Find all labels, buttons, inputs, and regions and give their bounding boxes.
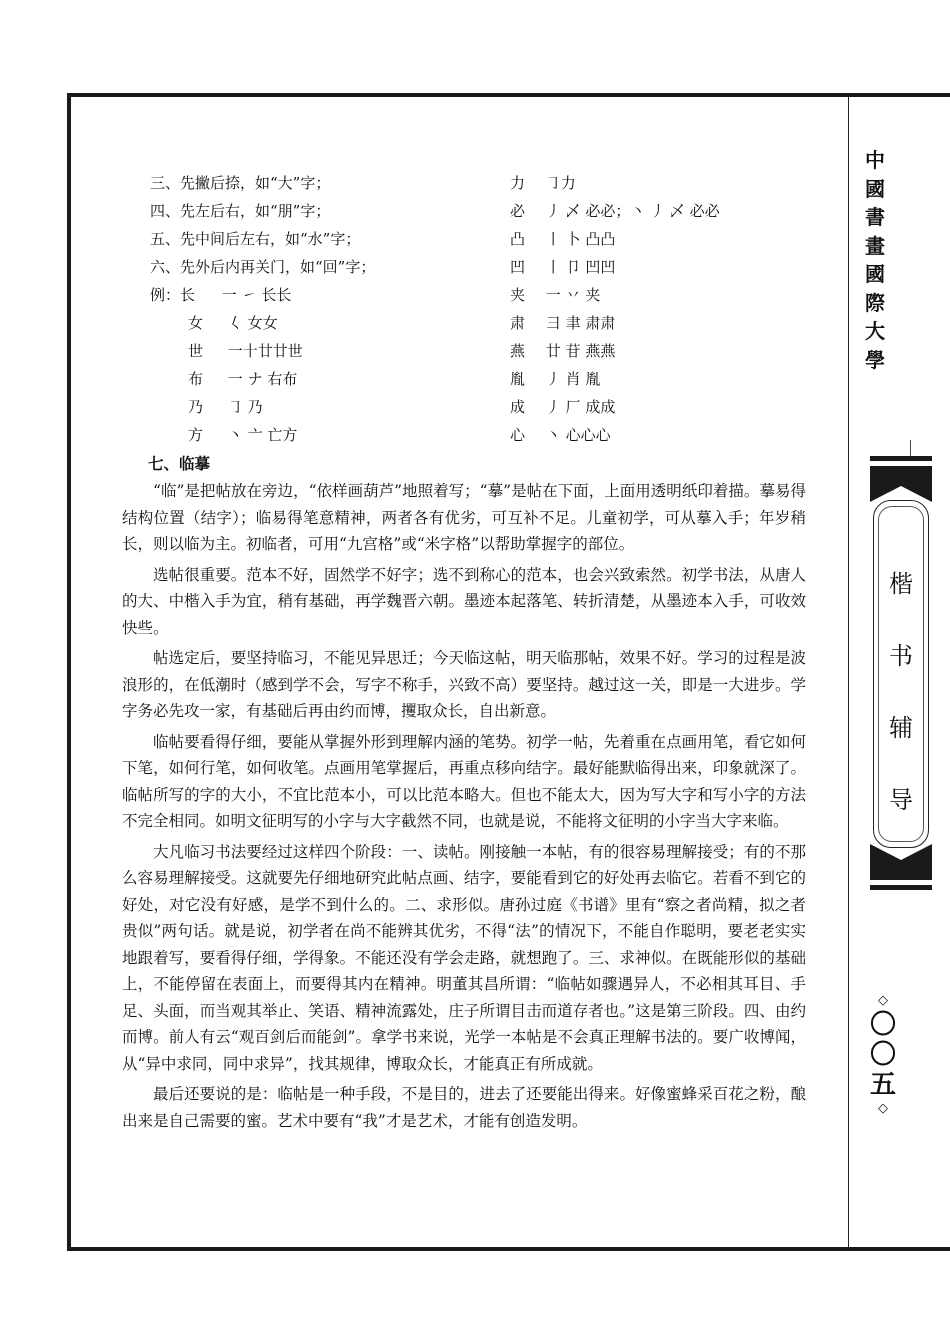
example-strokes: 一 丷 夹 — [545, 286, 601, 304]
body-text — [122, 478, 806, 1138]
series-title-char: 畫 — [865, 233, 885, 258]
example-char: 凸 — [510, 230, 526, 248]
example-item — [510, 284, 600, 305]
example-item — [510, 340, 615, 361]
series-title-char: 國 — [865, 262, 885, 286]
example-item — [510, 200, 720, 221]
paragraph: “临”是把帖放在旁边，“依样画葫芦”地照着写；“摹”是帖在下面，上面用透明纸印着描。摹易得结构位置（结字）；临易得笔意精神，两者各有优劣，可互补不足。儿童初学，可从摹入手；年岁稍长，则以临为主。初临者，可用“九宫格”或“米字格”以帮助掌握字的部位。 — [122, 482, 806, 553]
example-char: 布 — [188, 370, 204, 388]
rule-item: 四、先左后右，如“朋”字； — [150, 202, 331, 220]
example-item — [188, 368, 297, 389]
example-strokes: 丿 厂 成成 — [545, 398, 616, 416]
diamond-icon: ◇ — [878, 993, 888, 1008]
example-item — [510, 368, 600, 389]
example-char: 女 — [188, 314, 204, 332]
example-item — [188, 340, 303, 361]
series-title-char: 大 — [865, 319, 885, 343]
example-strokes: 丶 亠 亡方 — [227, 426, 298, 444]
book-title-char: 楷 — [889, 570, 913, 598]
example-char: 肃 — [510, 314, 526, 332]
series-title-char: 國 — [865, 176, 885, 201]
rule-item: 三、先撇后捺，如“大”字； — [150, 174, 331, 192]
example-strokes: ㇆ 乃 — [227, 398, 263, 416]
series-title-char: 際 — [865, 290, 885, 315]
example-strokes: 一 ㇀ 长长 — [221, 286, 292, 304]
example-strokes: 丶 心心心 — [545, 426, 611, 444]
example-item — [510, 396, 615, 417]
example-strokes: 一 ナ 右布 — [227, 370, 298, 388]
example-char: 世 — [188, 342, 204, 360]
rule-item: 五、先中间后左右，如“水”字； — [150, 230, 361, 248]
book-title — [880, 548, 922, 836]
paragraph: 选帖很重要。范本不好，固然学不好字；选不到称心的范本，也会兴致索然。初学书法，从唐人的大、中楷入手为宜，稍有基础，再学魏晋六朝。墨迹本起落笔、转折清楚，从墨迹本入手，可收效快些。 — [122, 565, 806, 637]
section-heading: 七、临摹 — [148, 454, 211, 473]
example-item — [510, 256, 615, 277]
example-char: 夹 — [510, 286, 526, 304]
book-title-char: 导 — [889, 786, 913, 814]
paragraph: 帖选定后，要坚持临习，不能见异思迁；今天临这帖，明天临那帖，效果不好。学习的过程是波浪形的，在低潮时（感到学不会，写字不称手，兴致不高）要坚持。越过这一关，即是一大进步。学字务必先攻一家，有基础后再由约而博，攫取众长，自出新意。 — [122, 649, 806, 720]
example-strokes: 一十廿廿世 — [227, 342, 303, 360]
page-number-digit: 五 — [869, 1070, 896, 1100]
diamond-icon: ◇ — [878, 1101, 888, 1116]
series-title-char: 書 — [865, 205, 885, 229]
paragraph: 大凡临习书法要经过这样四个阶段：一、读帖。刚接触一本帖，有的很容易理解接受；有的不那么容易理解接受。这就要先仔细地研究此帖点画、结字，要能看到它的好处再去临它。若看不到它的好处，对它没有好感，是学不到什么的。二、求形似。唐孙过庭《书谱》里有“察之者尚精，拟之者贵似”两句话。就是说，初学者在尚不能辨其优劣，不得“法”的情况下，不能自作聪明，要老老实实地跟着写，要看得仔细，学得象。不能还没有学会走路，就想跑了。三、求神似。在既能形似的基础上，不能停留在表面上，而要得其内在精神。明董其昌所谓：“临帖如骤遇异人，不必相其耳目、手足、头面，而当观其举止、笑语、精神流露处，庄子所谓目击而道存者也。”这是第三阶段。四、由约而博。前人有云“观百剑后而能剑”。拿学书来说，光学一本帖是不会真正理解书法的。要广收博闻，从“异中求同，同中求异”，找其规律，博取众长，才能真正有所成就。 — [122, 842, 806, 1073]
paragraph: 临帖要看得仔细，要能从掌握外形到理解内涵的笔势。初学一帖，先着重在点画用笔，看它如何下笔，如何行笔，如何收笔。点画用笔掌握后，再重点移向结字。最好能默临得出来，印象就深了。临帖所写的字的大小，不宜比范本小，可以比范本略大。但也不能太大，因为写大字和写小字的方法不完全相同。如明文征明写的小字与大字截然不同，也就是说，不能将文征明的小字当大字来临。 — [122, 732, 806, 830]
example-strokes: 廿 苷 燕燕 — [545, 342, 616, 360]
example-item — [510, 228, 615, 249]
example-strokes: ㇆力 — [545, 174, 576, 192]
example-char: 必 — [510, 202, 526, 220]
example-char: 胤 — [510, 370, 526, 388]
example-char: 成 — [510, 398, 526, 416]
example-strokes: 彐 聿 肃肃 — [545, 314, 616, 332]
series-title-char: 學 — [865, 347, 885, 372]
example-strokes: 丿 乄 必必；丶 丿 乄 必必 — [545, 202, 720, 220]
example-strokes: 丨 卩 凹凹 — [545, 258, 616, 276]
example-char: 例：长 — [150, 286, 196, 304]
example-char: 凹 — [510, 258, 526, 276]
example-item — [510, 424, 611, 445]
rule-item: 六、先外后内再关门，如“回”字； — [150, 258, 376, 276]
banner-top-ornament — [870, 456, 932, 504]
example-char: 燕 — [510, 342, 526, 360]
page-number — [868, 992, 898, 1118]
paragraph: 最后还要说的是：临帖是一种手段，不是目的，进去了还要能出得来。好像蜜蜂采百花之粉，酿出来是自己需要的蜜。艺术中要有“我”才是艺术，才能有创造发明。 — [122, 1085, 806, 1130]
example-item — [510, 312, 615, 333]
example-char: 方 — [188, 426, 204, 444]
example-item — [510, 172, 576, 193]
example-char: 力 — [510, 174, 526, 192]
example-item — [188, 396, 263, 417]
sidebar-divider — [848, 97, 849, 1247]
example-char: 心 — [510, 426, 526, 444]
banner-bottom-ornament — [870, 842, 932, 890]
example-strokes: 丨 卜 凸凸 — [545, 230, 616, 248]
book-title-char: 辅 — [889, 714, 913, 742]
example-strokes: 丿 肖 胤 — [545, 370, 601, 388]
page-number-digit: 〇 — [869, 1010, 896, 1040]
example-strokes: 𡿨 女女 — [227, 314, 278, 332]
page-number-digit: 〇 — [869, 1040, 896, 1070]
example-item — [150, 284, 291, 305]
series-title-char: 中 — [865, 148, 885, 172]
book-title-char: 书 — [889, 642, 913, 670]
example-item — [188, 424, 297, 445]
example-item — [188, 312, 278, 333]
example-char: 乃 — [188, 398, 204, 416]
series-title — [862, 146, 888, 374]
